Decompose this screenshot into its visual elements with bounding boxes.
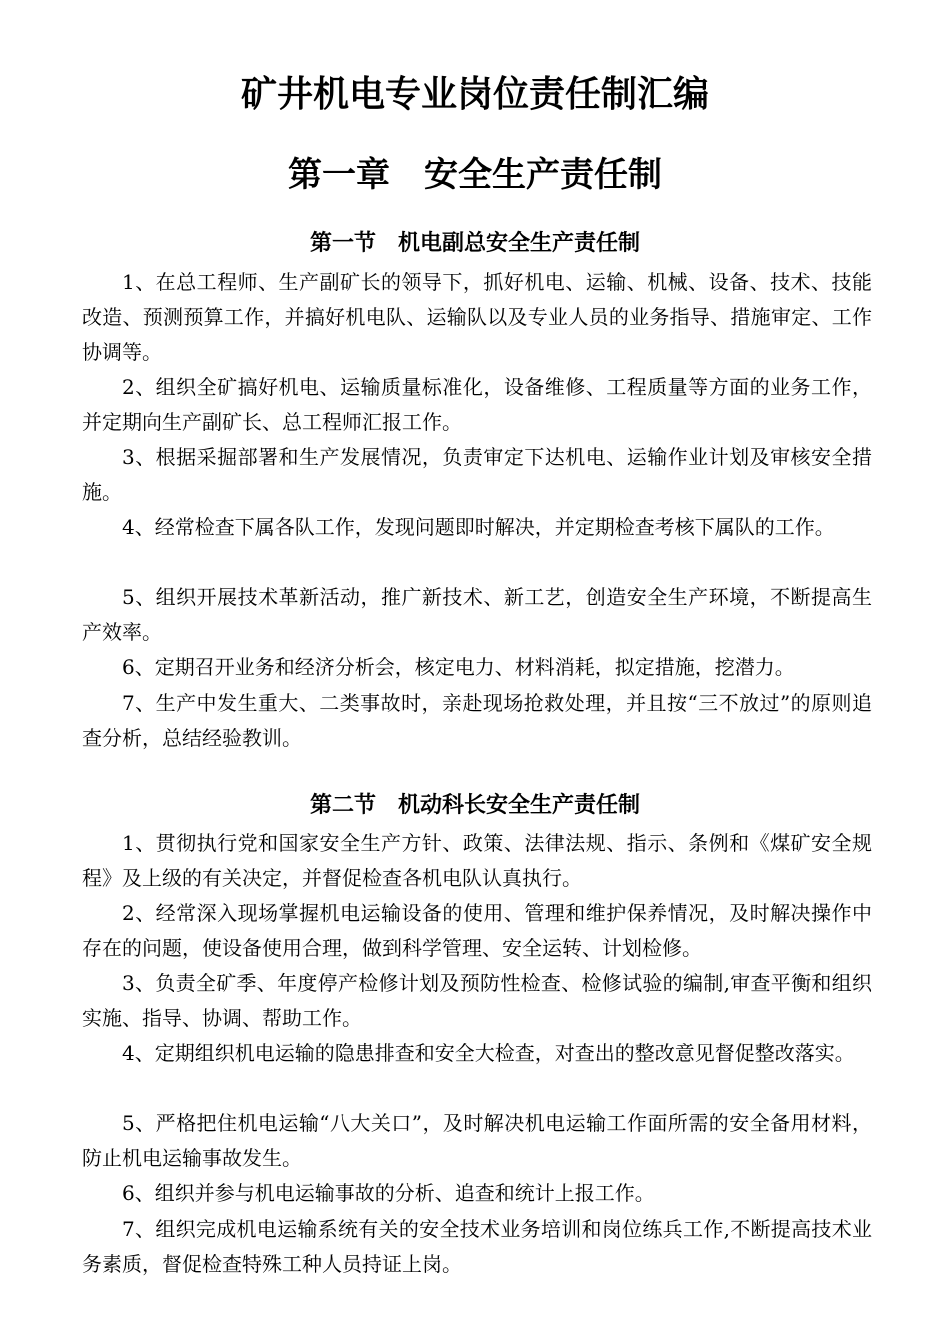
chapter-title: 第一章 安全生产责任制 (288, 155, 662, 195)
section-1-item-5: 5、组织开展技术革新活动，推广新技术、新工艺，创造安全生产环境，不断提高生产效率。 (82, 585, 872, 644)
section-2-item-7: 7、组织完成机电运输系统有关的安全技术业务培训和岗位练兵工作,不断提高技术业务素质，督促检查特殊工种人员持证上岗。 (82, 1217, 872, 1276)
section-1-item-6: 6、定期召开业务和经济分析会，核定电力、材料消耗，拟定措施，挖潜力。 (122, 655, 795, 679)
section-1-item-1: 1、在总工程师、生产副矿长的领导下，抓好机电、运输、机械、设备、技术、技能改造、预测预算工作，并搞好机电队、运输队以及专业人员的业务指导、措施审定、工作协调等。 (82, 270, 872, 364)
section-1-item-7: 7、生产中发生重大、二类事故时，亲赴现场抢救处理，并且按“三不放过”的原则追查分析，总结经验教训。 (82, 691, 872, 750)
section-2-item-5: 5、严格把住机电运输“八大关口”，及时解决机电运输工作面所需的安全备用材料，防止机电运输事故发生。 (82, 1111, 872, 1170)
section-2-item-1: 1、贯彻执行党和国家安全生产方针、政策、法律法规、指示、条例和《煤矿安全规程》及上级的有关决定，并督促检查各机电队认真执行。 (82, 831, 872, 890)
section-1-item-3: 3、根据采掘部署和生产发展情况，负责审定下达机电、运输作业计划及审核安全措施。 (82, 445, 872, 504)
section-1-item-2: 2、组织全矿搞好机电、运输质量标准化，设备维修、工程质量等方面的业务工作，并定期向生产副矿长、总工程师汇报工作。 (82, 375, 872, 434)
section-2-item-6: 6、组织并参与机电运输事故的分析、追查和统计上报工作。 (122, 1181, 655, 1205)
section-1-heading: 第一节 机电副总安全生产责任制 (309, 231, 640, 256)
section-2-item-2: 2、经常深入现场掌握机电运输设备的使用、管理和维护保养情况，及时解决操作中存在的问题，使设备使用合理，做到科学管理、安全运转、计划检修。 (82, 901, 872, 960)
section-2-item-3: 3、负责全矿季、年度停产检修计划及预防性检查、检修试验的编制,审查平衡和组织实施、指导、协调、帮助工作。 (82, 971, 872, 1030)
section-1-item-4: 4、经常检查下属各队工作，发现问题即时解决，并定期检查考核下属队的工作。 (122, 515, 835, 539)
section-2-item-4: 4、定期组织机电运输的隐患排查和安全大检查，对查出的整改意见督促整改落实。 (122, 1041, 855, 1065)
section-2-heading: 第二节 机动科长安全生产责任制 (309, 793, 640, 818)
document-title: 矿井机电专业岗位责任制汇编 (240, 74, 709, 115)
